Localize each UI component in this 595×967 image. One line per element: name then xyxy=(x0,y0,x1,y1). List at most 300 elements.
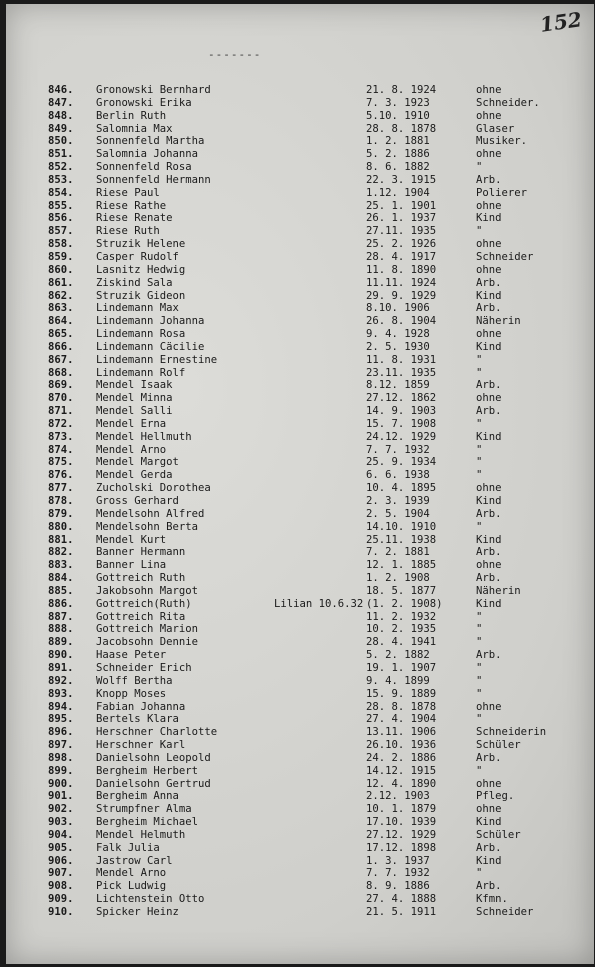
list-item xyxy=(6,778,594,791)
list-item xyxy=(6,110,594,123)
entry-date: 11. 8. 1931 xyxy=(366,353,437,366)
list-item xyxy=(6,392,594,405)
entry-date: 5. 2. 1886 xyxy=(366,148,430,161)
entry-date: 1. 2. 1908 xyxy=(366,572,430,585)
entry-occupation: Kind xyxy=(476,212,502,225)
list-item xyxy=(6,508,594,521)
list-item xyxy=(6,328,594,341)
entry-occupation: Arb. xyxy=(476,379,502,392)
entry-occupation: Kind xyxy=(476,854,502,867)
list-item xyxy=(6,456,594,469)
entry-occupation: Schneider xyxy=(476,250,534,263)
entry-number: 891. xyxy=(48,661,74,674)
entry-occupation: Arb. xyxy=(476,880,502,893)
entry-date: 2. 3. 1939 xyxy=(366,495,430,507)
entry-date: 27. 4. 1888 xyxy=(366,893,437,906)
entry-occupation: Kind xyxy=(476,816,502,829)
entry-number: 870. xyxy=(48,392,74,405)
list-item xyxy=(6,482,594,495)
entry-name: Banner Lina xyxy=(96,559,167,572)
entry-occupation: Glaser xyxy=(476,122,515,135)
entry-occupation: Arb. xyxy=(476,572,502,585)
entry-name: Riese Paul xyxy=(96,186,160,199)
list-item xyxy=(6,469,594,482)
entry-date: 29. 9. 1929 xyxy=(366,289,437,302)
entry-number: 896. xyxy=(48,726,74,739)
entry-occupation: " xyxy=(476,469,483,482)
entry-name: Struzik Gideon xyxy=(96,289,186,302)
entry-date: 10. 2. 1935 xyxy=(366,623,437,636)
list-item xyxy=(6,97,594,110)
entry-date: (1. 2. 1908) xyxy=(366,597,443,610)
entry-occupation: Schneider. xyxy=(476,96,540,109)
entry-number: 904. xyxy=(48,828,74,841)
entry-date: 22. 3. 1915 xyxy=(366,173,437,186)
entry-date: 24. 2. 1886 xyxy=(366,751,437,764)
entry-name: Jastrow Carl xyxy=(96,854,173,867)
entry-name: Casper Rudolf xyxy=(96,250,179,263)
list-item xyxy=(6,225,594,238)
entry-name: Schneider Erich xyxy=(96,661,192,674)
entry-date: 5. 2. 1882 xyxy=(366,649,430,662)
entry-date: 21. 8. 1924 xyxy=(366,84,437,96)
entry-date: 17.12. 1898 xyxy=(366,841,437,854)
entry-occupation: ohne xyxy=(476,84,502,96)
list-item xyxy=(6,636,594,649)
entry-occupation: Kind xyxy=(476,597,502,610)
entry-number: 875. xyxy=(48,456,74,469)
entry-number: 853. xyxy=(48,173,74,186)
entry-date: 27.12. 1929 xyxy=(366,828,437,841)
list-item xyxy=(6,379,594,392)
entry-number: 898. xyxy=(48,751,74,764)
entry-name: Mendel Isaak xyxy=(96,379,173,392)
entry-number: 886. xyxy=(48,597,74,610)
entry-number: 877. xyxy=(48,482,74,495)
entry-occupation: " xyxy=(476,443,483,456)
entry-date: 25.11. 1938 xyxy=(366,533,437,546)
entry-name: Gronowski Bernhard xyxy=(96,84,211,96)
entry-occupation: " xyxy=(476,764,483,777)
entry-name: Bergheim Michael xyxy=(96,816,199,829)
entry-occupation: " xyxy=(476,456,483,469)
entry-occupation: Schneiderin xyxy=(476,726,547,739)
list-item xyxy=(6,148,594,161)
entry-date: 28. 4. 1941 xyxy=(366,636,437,649)
entry-date: 14.10. 1910 xyxy=(366,520,437,533)
list-item xyxy=(6,238,594,251)
entry-name: Lichtenstein Otto xyxy=(96,893,205,906)
entry-number: 895. xyxy=(48,713,74,726)
entry-occupation: Arb. xyxy=(476,841,502,854)
entry-number: 846. xyxy=(48,84,74,96)
list-item xyxy=(6,418,594,431)
entry-date: 1.12. 1904 xyxy=(366,186,430,199)
list-item xyxy=(6,200,594,213)
entry-date: 26. 1. 1937 xyxy=(366,212,437,225)
entry-number: 905. xyxy=(48,841,74,854)
entry-number: 848. xyxy=(48,109,74,122)
list-item xyxy=(6,726,594,739)
list-item xyxy=(6,752,594,765)
entry-name: Spicker Heinz xyxy=(96,906,179,918)
entry-name: Gottreich Ruth xyxy=(96,572,186,585)
entry-number: 882. xyxy=(48,546,74,559)
entry-number: 910. xyxy=(48,906,74,918)
entry-date: 12. 4. 1890 xyxy=(366,777,437,790)
entry-occupation: ohne xyxy=(476,700,502,713)
entry-name: Lindemann Cäcilie xyxy=(96,340,205,353)
entry-number: 893. xyxy=(48,687,74,700)
page-number: 152 xyxy=(538,7,584,37)
entry-number: 871. xyxy=(48,405,74,418)
entry-occupation: " xyxy=(476,353,483,366)
entry-occupation: Schneider xyxy=(476,906,534,918)
list-item xyxy=(6,611,594,624)
entry-date: 28. 8. 1878 xyxy=(366,122,437,135)
entry-name: Riese Ruth xyxy=(96,225,160,238)
list-item xyxy=(6,495,594,508)
list-item xyxy=(6,855,594,868)
entry-name: Falk Julia xyxy=(96,841,160,854)
entry-number: 879. xyxy=(48,507,74,520)
entry-date: 9. 4. 1928 xyxy=(366,328,430,341)
entry-number: 899. xyxy=(48,764,74,777)
entry-date: 26.10. 1936 xyxy=(366,739,437,752)
entry-date: 10. 4. 1895 xyxy=(366,482,437,495)
entry-occupation: ohne xyxy=(476,482,502,495)
entry-name: Ziskind Sala xyxy=(96,276,173,289)
entry-name: Danielsohn Leopold xyxy=(96,751,211,764)
entry-name: Salomnia Johanna xyxy=(96,148,199,161)
entry-date: 14.12. 1915 xyxy=(366,764,437,777)
entry-date: 14. 9. 1903 xyxy=(366,405,437,418)
entry-occupation: Arb. xyxy=(476,302,502,315)
entry-name: Mendel Helmuth xyxy=(96,828,186,841)
entry-occupation: " xyxy=(476,366,483,379)
entry-date: 2. 5. 1930 xyxy=(366,340,430,353)
entry-date: 6. 6. 1938 xyxy=(366,469,430,482)
entry-name: Gottreich(Ruth) xyxy=(96,597,192,610)
entry-occupation: Schüler xyxy=(476,828,521,841)
entry-number: 861. xyxy=(48,276,74,289)
entry-number: 873. xyxy=(48,430,74,443)
entry-date: 11. 2. 1932 xyxy=(366,610,437,623)
entry-date: 7. 7. 1932 xyxy=(366,443,430,456)
entry-name: Gronowski Erika xyxy=(96,96,192,109)
entry-name: Haase Peter xyxy=(96,649,167,662)
entry-name: Herschner Karl xyxy=(96,739,186,752)
entry-occupation: Kind xyxy=(476,340,502,353)
entry-number: 874. xyxy=(48,443,74,456)
entry-date: 7. 2. 1881 xyxy=(366,546,430,559)
entry-date: 19. 1. 1907 xyxy=(366,661,437,674)
entry-date: 7. 7. 1932 xyxy=(366,867,430,880)
entry-name: Mendel Kurt xyxy=(96,533,167,546)
entry-occupation: Arb. xyxy=(476,751,502,764)
entry-name: Struzik Helene xyxy=(96,238,186,251)
entry-occupation: " xyxy=(476,661,483,674)
entry-number: 880. xyxy=(48,520,74,533)
list-item xyxy=(6,649,594,662)
entry-occupation: Kind xyxy=(476,495,502,507)
entry-date: 27. 4. 1904 xyxy=(366,713,437,726)
list-item xyxy=(6,585,594,598)
list-item xyxy=(6,701,594,714)
entry-number: 863. xyxy=(48,302,74,315)
entry-date: 7. 3. 1923 xyxy=(366,96,430,109)
entry-number: 897. xyxy=(48,739,74,752)
entry-date: 23.11. 1935 xyxy=(366,366,437,379)
list-item xyxy=(6,880,594,893)
list-item xyxy=(6,790,594,803)
entry-number: 854. xyxy=(48,186,74,199)
entry-number: 855. xyxy=(48,199,74,212)
entry-number: 851. xyxy=(48,148,74,161)
entry-number: 856. xyxy=(48,212,74,225)
entry-date: 18. 5. 1877 xyxy=(366,584,437,597)
list-item xyxy=(6,251,594,264)
entry-number: 885. xyxy=(48,584,74,597)
entry-number: 887. xyxy=(48,610,74,623)
entry-name: Mendel Erna xyxy=(96,417,167,430)
entry-number: 862. xyxy=(48,289,74,302)
entry-date: 21. 5. 1911 xyxy=(366,906,437,918)
entry-number: 865. xyxy=(48,328,74,341)
entry-name: Jacobsohn Dennie xyxy=(96,636,199,649)
entry-name: Pick Ludwig xyxy=(96,880,167,893)
entry-name: Salomnia Max xyxy=(96,122,173,135)
list-item xyxy=(6,302,594,315)
entry-number: 876. xyxy=(48,469,74,482)
entry-occupation: ohne xyxy=(476,328,502,341)
entry-name: Mendel Arno xyxy=(96,443,167,456)
list-item xyxy=(6,161,594,174)
entry-name: Bertels Klara xyxy=(96,713,179,726)
entry-occupation: Kind xyxy=(476,430,502,443)
entry-number: 849. xyxy=(48,122,74,135)
list-item xyxy=(6,713,594,726)
entry-number: 866. xyxy=(48,340,74,353)
list-item xyxy=(6,546,594,559)
entry-occupation: ohne xyxy=(476,109,502,122)
entry-date: 28. 8. 1878 xyxy=(366,700,437,713)
list-item xyxy=(6,315,594,328)
entry-number: 908. xyxy=(48,880,74,893)
entry-number: 884. xyxy=(48,572,74,585)
list-item xyxy=(6,765,594,778)
entry-list xyxy=(6,84,594,919)
entry-occupation: " xyxy=(476,520,483,533)
entry-date: 10. 1. 1879 xyxy=(366,803,437,816)
entry-name: Mendelsohn Alfred xyxy=(96,507,205,520)
entry-number: 907. xyxy=(48,867,74,880)
entry-number: 894. xyxy=(48,700,74,713)
entry-number: 868. xyxy=(48,366,74,379)
entry-date: 27.11. 1935 xyxy=(366,225,437,238)
list-item xyxy=(6,277,594,290)
entry-date: 5.10. 1910 xyxy=(366,109,430,122)
list-item xyxy=(6,290,594,303)
entry-name: Herschner Charlotte xyxy=(96,726,218,739)
entry-name: Mendel Salli xyxy=(96,405,173,418)
entry-occupation: Schüler xyxy=(476,739,521,752)
entry-name: Knopp Moses xyxy=(96,687,167,700)
list-item xyxy=(6,431,594,444)
entry-date: 1. 2. 1881 xyxy=(366,135,430,148)
entry-occupation: Kind xyxy=(476,289,502,302)
entry-number: 901. xyxy=(48,790,74,803)
entry-occupation: ohne xyxy=(476,559,502,572)
entry-name: Bergheim Anna xyxy=(96,790,179,803)
entry-occupation: ohne xyxy=(476,199,502,212)
entry-occupation: Arb. xyxy=(476,546,502,559)
list-item xyxy=(6,212,594,225)
entry-number: 860. xyxy=(48,263,74,276)
entry-occupation: " xyxy=(476,713,483,726)
list-item xyxy=(6,264,594,277)
entry-number: 864. xyxy=(48,315,74,328)
list-item xyxy=(6,675,594,688)
entry-number: 906. xyxy=(48,854,74,867)
entry-name: Lindemann Rolf xyxy=(96,366,186,379)
entry-date: 25. 1. 1901 xyxy=(366,199,437,212)
entry-name: Mendel Margot xyxy=(96,456,179,469)
list-item xyxy=(6,405,594,418)
entry-number: 869. xyxy=(48,379,74,392)
list-item xyxy=(6,842,594,855)
entry-number: 857. xyxy=(48,225,74,238)
entry-occupation: ohne xyxy=(476,263,502,276)
entry-occupation: Arb. xyxy=(476,507,502,520)
entry-date: 15. 9. 1889 xyxy=(366,687,437,700)
entry-occupation: Arb. xyxy=(476,276,502,289)
entry-name: Zucholski Dorothea xyxy=(96,482,211,495)
entry-occupation: Kfmn. xyxy=(476,893,508,906)
entry-name: Wolff Bertha xyxy=(96,674,173,687)
entry-name: Danielsohn Gertrud xyxy=(96,777,211,790)
entry-name: Bergheim Herbert xyxy=(96,764,199,777)
list-item xyxy=(6,623,594,636)
list-item xyxy=(6,123,594,136)
entry-name: Mendel Hellmuth xyxy=(96,430,192,443)
entry-number: 889. xyxy=(48,636,74,649)
entry-name: Fabian Johanna xyxy=(96,700,186,713)
entry-name: Mendel Arno xyxy=(96,867,167,880)
entry-date: 25. 2. 1926 xyxy=(366,238,437,251)
list-item xyxy=(6,341,594,354)
entry-name: Banner Hermann xyxy=(96,546,186,559)
entry-name: Strumpfner Alma xyxy=(96,803,192,816)
entry-date: 12. 1. 1885 xyxy=(366,559,437,572)
entry-date: 11.11. 1924 xyxy=(366,276,437,289)
entry-date: 2. 5. 1904 xyxy=(366,507,430,520)
entry-number: 859. xyxy=(48,250,74,263)
list-item xyxy=(6,662,594,675)
entry-number: 902. xyxy=(48,803,74,816)
entry-name: Sonnenfeld Martha xyxy=(96,135,205,148)
entry-date: 8.12. 1859 xyxy=(366,379,430,392)
entry-number: 867. xyxy=(48,353,74,366)
entry-date: 2.12. 1903 xyxy=(366,790,430,803)
entry-name: Lindemann Max xyxy=(96,302,179,315)
entry-date: 27.12. 1862 xyxy=(366,392,437,405)
entry-occupation: Arb. xyxy=(476,405,502,418)
entry-name: Lasnitz Hedwig xyxy=(96,263,186,276)
list-item xyxy=(6,803,594,816)
entry-occupation: " xyxy=(476,636,483,649)
list-item xyxy=(6,598,594,611)
list-item xyxy=(6,739,594,752)
list-item xyxy=(6,521,594,534)
entry-name: Sonnenfeld Hermann xyxy=(96,173,211,186)
entry-date: 15. 7. 1908 xyxy=(366,417,437,430)
entry-date: 9. 4. 1899 xyxy=(366,674,430,687)
entry-occupation: Näherin xyxy=(476,315,521,328)
entry-name: Lindemann Ernestine xyxy=(96,353,218,366)
entry-name: Lindemann Rosa xyxy=(96,328,186,341)
entry-number: 883. xyxy=(48,559,74,572)
list-item xyxy=(6,135,594,148)
document-page xyxy=(6,4,594,964)
entry-occupation: ohne xyxy=(476,148,502,161)
entry-occupation: " xyxy=(476,867,483,880)
entry-occupation: ohne xyxy=(476,803,502,816)
entry-date: 13.11. 1906 xyxy=(366,726,437,739)
entry-occupation: Näherin xyxy=(476,584,521,597)
entry-occupation: " xyxy=(476,225,483,238)
entry-occupation: " xyxy=(476,161,483,174)
list-item xyxy=(6,444,594,457)
list-item xyxy=(6,559,594,572)
entry-number: 878. xyxy=(48,495,74,507)
list-item xyxy=(6,906,594,919)
list-item xyxy=(6,816,594,829)
entry-occupation: Arb. xyxy=(476,173,502,186)
entry-date: 11. 8. 1890 xyxy=(366,263,437,276)
entry-name: Lindemann Johanna xyxy=(96,315,205,328)
list-item xyxy=(6,367,594,380)
entry-number: 890. xyxy=(48,649,74,662)
entry-number: 858. xyxy=(48,238,74,251)
entry-date: 8. 9. 1886 xyxy=(366,880,430,893)
entry-number: 850. xyxy=(48,135,74,148)
entry-number: 909. xyxy=(48,893,74,906)
entry-number: 900. xyxy=(48,777,74,790)
entry-number: 847. xyxy=(48,96,74,109)
entry-name: Riese Rathe xyxy=(96,199,167,212)
entry-number: 881. xyxy=(48,533,74,546)
entry-date: 8. 6. 1882 xyxy=(366,161,430,174)
entry-name: Mendelsohn Berta xyxy=(96,520,199,533)
entry-number: 852. xyxy=(48,161,74,174)
entry-name: Berlin Ruth xyxy=(96,109,167,122)
entry-name: Sonnenfeld Rosa xyxy=(96,161,192,174)
entry-name: Gross Gerhard xyxy=(96,495,179,507)
entry-date: 24.12. 1929 xyxy=(366,430,437,443)
list-item xyxy=(6,354,594,367)
entry-occupation: " xyxy=(476,687,483,700)
entry-date: 8.10. 1906 xyxy=(366,302,430,315)
entry-number: 892. xyxy=(48,674,74,687)
entry-occupation: " xyxy=(476,610,483,623)
entry-occupation: " xyxy=(476,674,483,687)
entry-occupation: Kind xyxy=(476,533,502,546)
list-item xyxy=(6,187,594,200)
list-item xyxy=(6,84,594,97)
entry-occupation: Polierer xyxy=(476,186,528,199)
entry-name: Riese Renate xyxy=(96,212,173,225)
